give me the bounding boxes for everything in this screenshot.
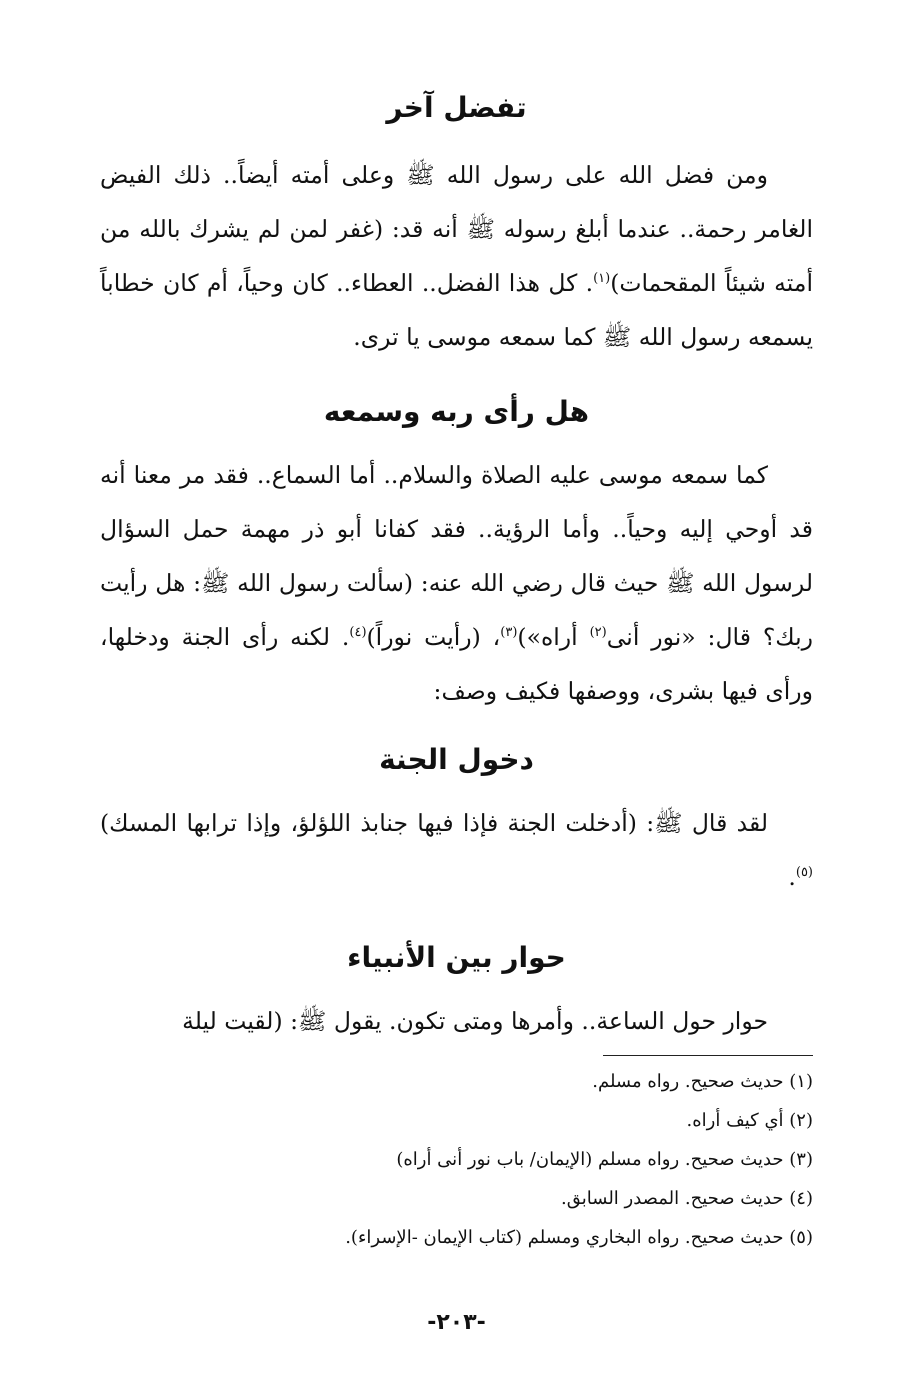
section-paragraph-3 xyxy=(100,796,813,904)
footnote-5: (٥) حديث صحيح. رواه البخاري ومسلم (كتاب الإيمان -الإسراء). xyxy=(345,1227,813,1248)
paragraph-text: لقد قال ﷺ: (أدخلت الجنة فإذا فيها جنابذ اللؤلؤ، وإذا ترابها المسك) xyxy=(100,809,768,837)
footnote-marker[interactable]: (٢) xyxy=(589,625,607,641)
footnote-marker[interactable]: (١) xyxy=(593,271,611,287)
paragraph-text: ، (رأيت نوراً) xyxy=(366,623,501,651)
footnote-marker[interactable]: (٤) xyxy=(349,625,367,641)
footnote-2: (٢) أي كيف أراه. xyxy=(686,1110,813,1131)
footnote-1: (١) حديث صحيح. رواه مسلم. xyxy=(592,1071,813,1092)
footnote-marker[interactable]: (٥) xyxy=(795,865,813,881)
paragraph-text: ومن فضل الله على رسول الله ﷺ وعلى أمته أيضاً.. ذلك الفيض الغامر رحمة.. عندما أبلغ رسوله ﷺ أنه قد: (غفر لمن لم يشرك بالله من أمته شيئاً المقحمات) xyxy=(100,161,814,297)
footnote-marker[interactable]: (٣) xyxy=(500,625,518,641)
page-number: -٢٠٣- xyxy=(427,1310,486,1335)
paragraph-text: . xyxy=(788,863,796,891)
paragraph-text: . كل هذا الفضل.. العطاء.. كان وحياً، أم كان خطاباً يسمعه رسول الله ﷺ كما سمعه موسى يا ترى. xyxy=(100,269,813,351)
paragraph-text: . لكنه رأى الجنة ودخلها، ورأى فيها بشرى، ووصفها فكيف وصف: xyxy=(100,623,813,705)
footnote-4: (٤) حديث صحيح. المصدر السابق. xyxy=(561,1188,813,1209)
section-heading-4: حوار بين الأنبياء xyxy=(347,941,566,974)
paragraph-text: حوار حول الساعة.. وأمرها ومتى تكون. يقول ﷺ: (لقيت ليلة xyxy=(182,1007,768,1035)
section-heading-2: هل رأى ربه وسمعه xyxy=(323,395,590,428)
section-paragraph-2 xyxy=(100,448,813,718)
footnote-separator xyxy=(603,1055,813,1056)
paragraph-text: أراه») xyxy=(517,623,590,651)
footnote-3: (٣) حديث صحيح. رواه مسلم (الإيمان/ باب نور أنى أراه) xyxy=(396,1149,813,1170)
footnotes-list xyxy=(100,1062,813,1257)
section-heading-3: دخول الجنة xyxy=(379,743,534,776)
section-paragraph-4 xyxy=(100,994,813,1048)
paragraph-text: كما سمعه موسى عليه الصلاة والسلام.. أما السماع.. فقد مر معنا أنه قد أوحي إليه وحياً.. وأما الرؤية.. فقد كفانا أبو ذر مهمة حمل السؤال لرسول الله ﷺ حيث قال رضي الله عنه: (سألت رسول الله ﷺ: هل رأيت ربك؟ قال: «نور أنى xyxy=(100,461,813,651)
section-heading-1: تفضل آخر xyxy=(386,91,527,124)
section-paragraph-1 xyxy=(100,148,813,364)
